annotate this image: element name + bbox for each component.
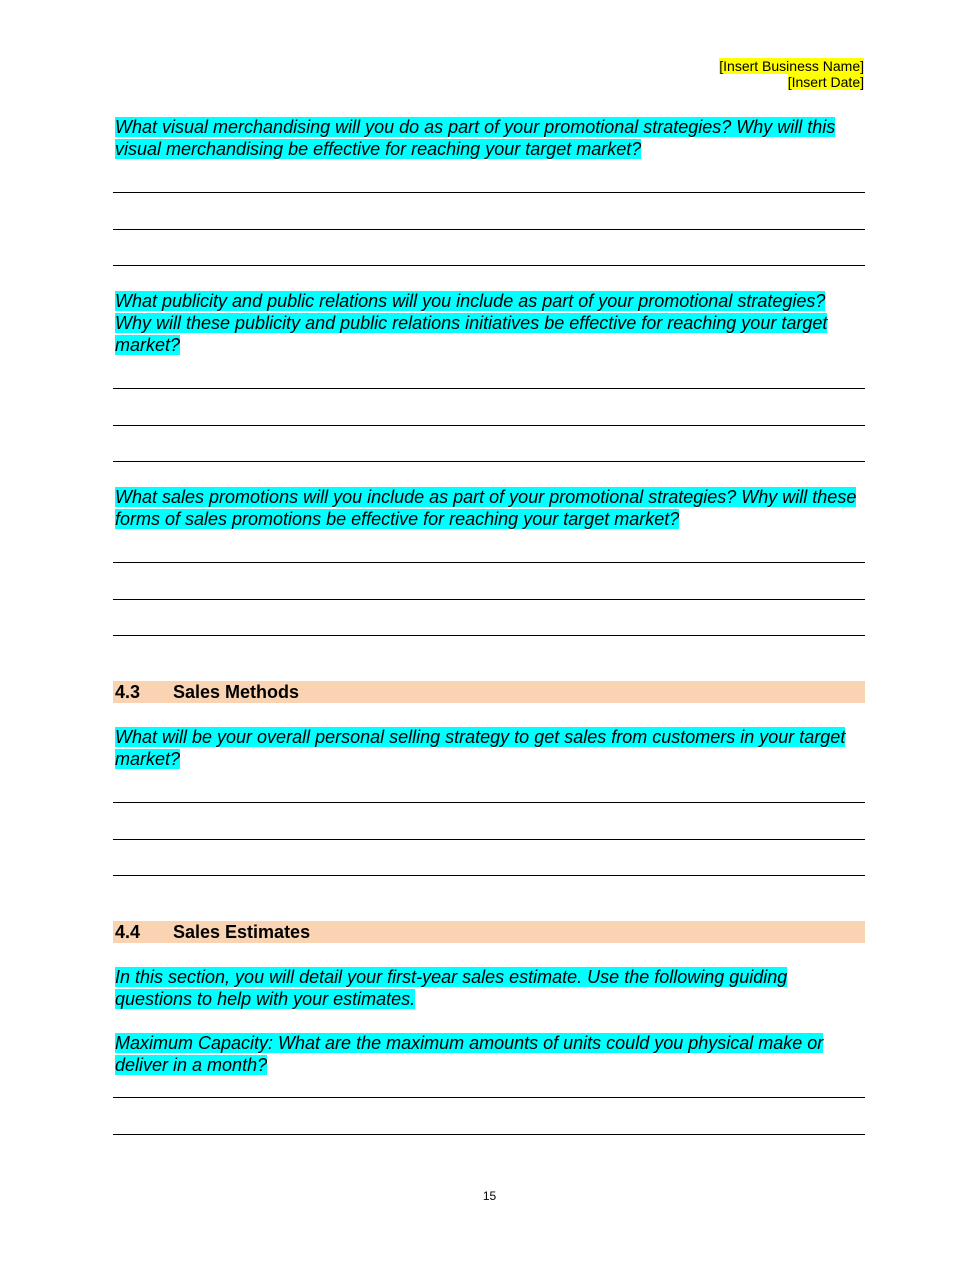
answer-line[interactable] <box>113 425 865 426</box>
date-placeholder: [Insert Date] <box>787 74 864 90</box>
answer-line[interactable] <box>113 265 865 266</box>
answer-line[interactable] <box>113 635 865 636</box>
sales-estimates-intro: In this section, you will detail your first-year sales estimate. Use the following guiding questions to help with your estimates. <box>115 967 788 1009</box>
answer-line[interactable] <box>113 1134 865 1135</box>
answer-line[interactable] <box>113 388 865 389</box>
section-heading-sales-estimates <box>113 921 865 943</box>
section-number: 4.3 <box>115 682 141 702</box>
section-title: Sales Methods <box>173 682 300 702</box>
personal-selling-question: What will be your overall personal selling strategy to get sales from customers in your target market? <box>115 727 846 769</box>
section-title: Sales Estimates <box>173 922 311 942</box>
answer-line[interactable] <box>113 839 865 840</box>
visual-merchandising-question: What visual merchandising will you do as part of your promotional strategies? Why will this visual merchandising be effective for reaching your target market? <box>115 117 836 159</box>
answer-line[interactable] <box>113 229 865 230</box>
maximum-capacity-question: Maximum Capacity: What are the maximum amounts of units could you physical make or deliver in a month? <box>115 1033 824 1075</box>
section-number: 4.4 <box>115 922 141 942</box>
answer-line[interactable] <box>113 562 865 563</box>
answer-line[interactable] <box>113 192 865 193</box>
sales-promotions-question: What sales promotions will you include as part of your promotional strategies? Why will these forms of sales promotions be effective for reaching your target market? <box>115 487 857 529</box>
publicity-question: What publicity and public relations will you include as part of your promotional strategies? Why will these publicity and public relations initiatives be effective for reaching your target market? <box>115 291 828 355</box>
business-name-placeholder: [Insert Business Name] <box>719 58 864 74</box>
answer-line[interactable] <box>113 461 865 462</box>
page-number: 15 <box>482 1189 497 1203</box>
answer-line[interactable] <box>113 599 865 600</box>
answer-line[interactable] <box>113 802 865 803</box>
answer-line[interactable] <box>113 1097 865 1098</box>
answer-line[interactable] <box>113 875 865 876</box>
section-heading-sales-methods <box>113 681 865 703</box>
